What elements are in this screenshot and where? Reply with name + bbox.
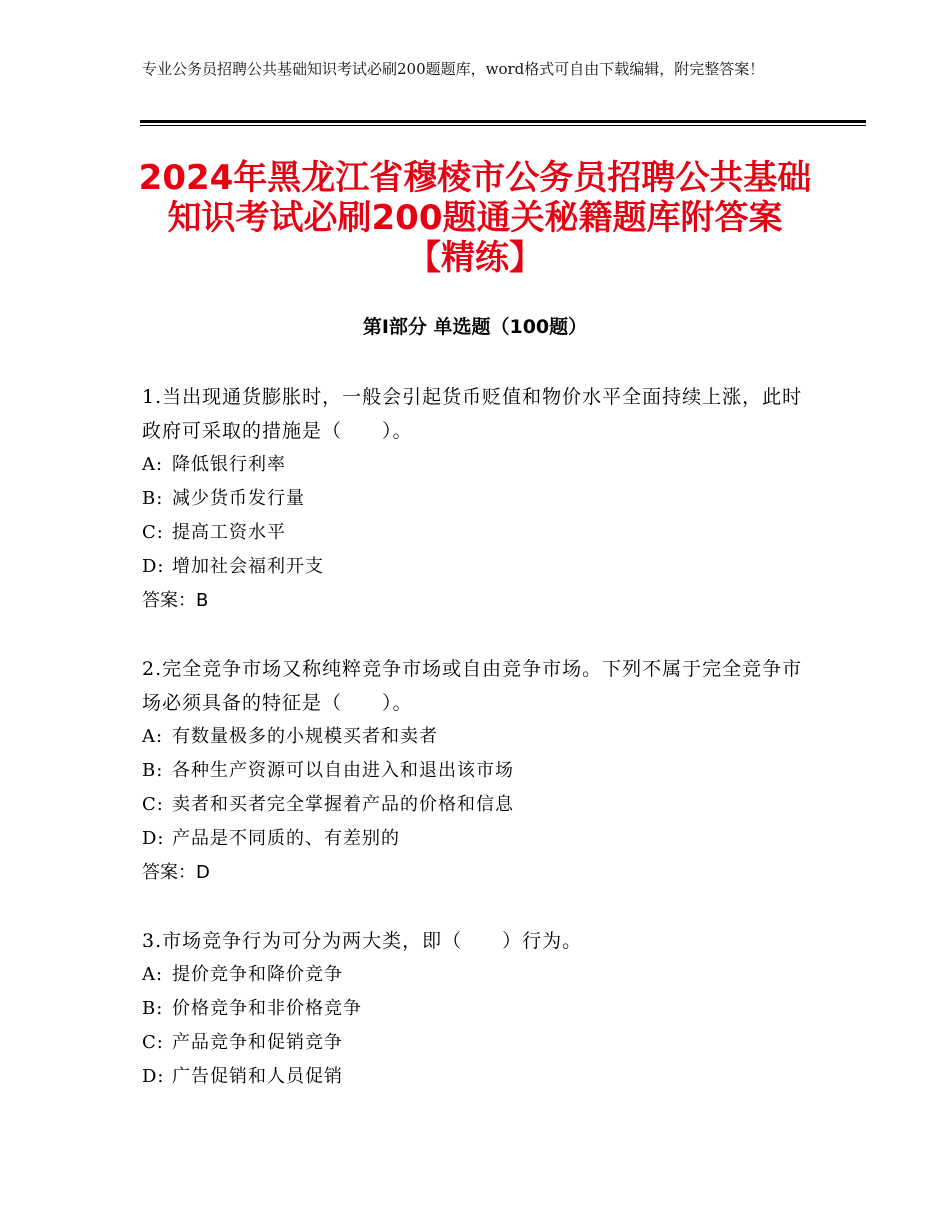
option-key: C:: [142, 1032, 164, 1053]
question-2: [142, 652, 822, 890]
option-text: 提高工资水平: [172, 522, 286, 543]
option-a: [142, 720, 822, 754]
answer-label: 答案：B: [142, 590, 209, 611]
option-text: 价格竞争和非价格竞争: [172, 998, 362, 1019]
option-text: 提价竞争和降价竞争: [172, 964, 343, 985]
answer-label: 答案：D: [142, 862, 210, 883]
option-a: [142, 448, 822, 482]
option-key: B:: [142, 998, 164, 1019]
header-divider-thin: [140, 125, 866, 126]
document-title-line-1: 2024年黑龙江省穆棱市公务员招聘公共基础: [138, 158, 812, 198]
option-c: [142, 516, 822, 550]
option-c: [142, 788, 822, 822]
option-key: C:: [142, 522, 164, 543]
option-text: 增加社会福利开支: [172, 556, 324, 577]
option-text: 有数量极多的小规模买者和卖者: [172, 726, 438, 747]
header-note: 专业公务员招聘公共基础知识考试必刷200题题库，word格式可自由下载编辑，附完整答案！: [142, 60, 765, 78]
option-d: [142, 550, 822, 584]
section-heading: 第Ⅰ部分 单选题（100题）: [362, 316, 588, 338]
option-text: 各种生产资源可以自由进入和退出该市场: [172, 760, 514, 781]
document-title-line-3: 【精练】: [407, 238, 543, 278]
option-text: 广告促销和人员促销: [172, 1066, 343, 1087]
option-d: [142, 1060, 822, 1094]
header-divider: [140, 120, 866, 126]
option-text: 降低银行利率: [172, 454, 286, 475]
question-list: [142, 380, 822, 1128]
option-key: B:: [142, 488, 164, 509]
option-b: [142, 992, 822, 1026]
option-text: 卖者和买者完全掌握着产品的价格和信息: [172, 794, 514, 815]
header-divider-thick: [140, 120, 866, 123]
option-key: C:: [142, 794, 164, 815]
option-text: 产品是不同质的、有差别的: [172, 828, 400, 849]
question-stem: 3.市场竞争行为可分为两大类，即（ ）行为。: [142, 930, 583, 952]
option-key: A:: [142, 454, 164, 475]
option-d: [142, 822, 822, 856]
option-text: 减少货币发行量: [172, 488, 305, 509]
option-key: D:: [142, 1066, 165, 1087]
question-stem: 1.当出现通货膨胀时，一般会引起货币贬值和物价水平全面持续上涨，此时政府可采取的措施是（ ）。: [142, 386, 803, 442]
document-title-line-2: 知识考试必刷200题通关秘籍题库附答案: [167, 198, 783, 238]
option-a: [142, 958, 822, 992]
option-key: A:: [142, 726, 164, 747]
question-1: [142, 380, 822, 618]
option-key: D:: [142, 828, 165, 849]
question-stem: 2.完全竞争市场又称纯粹竞争市场或自由竞争市场。下列不属于完全竞争市场必须具备的特征是（ ）。: [142, 658, 803, 714]
option-b: [142, 754, 822, 788]
option-text: 产品竞争和促销竞争: [172, 1032, 343, 1053]
option-key: D:: [142, 556, 165, 577]
option-b: [142, 482, 822, 516]
question-3: [142, 924, 822, 1094]
document-title: [100, 158, 850, 278]
option-key: B:: [142, 760, 164, 781]
option-c: [142, 1026, 822, 1060]
option-key: A:: [142, 964, 164, 985]
